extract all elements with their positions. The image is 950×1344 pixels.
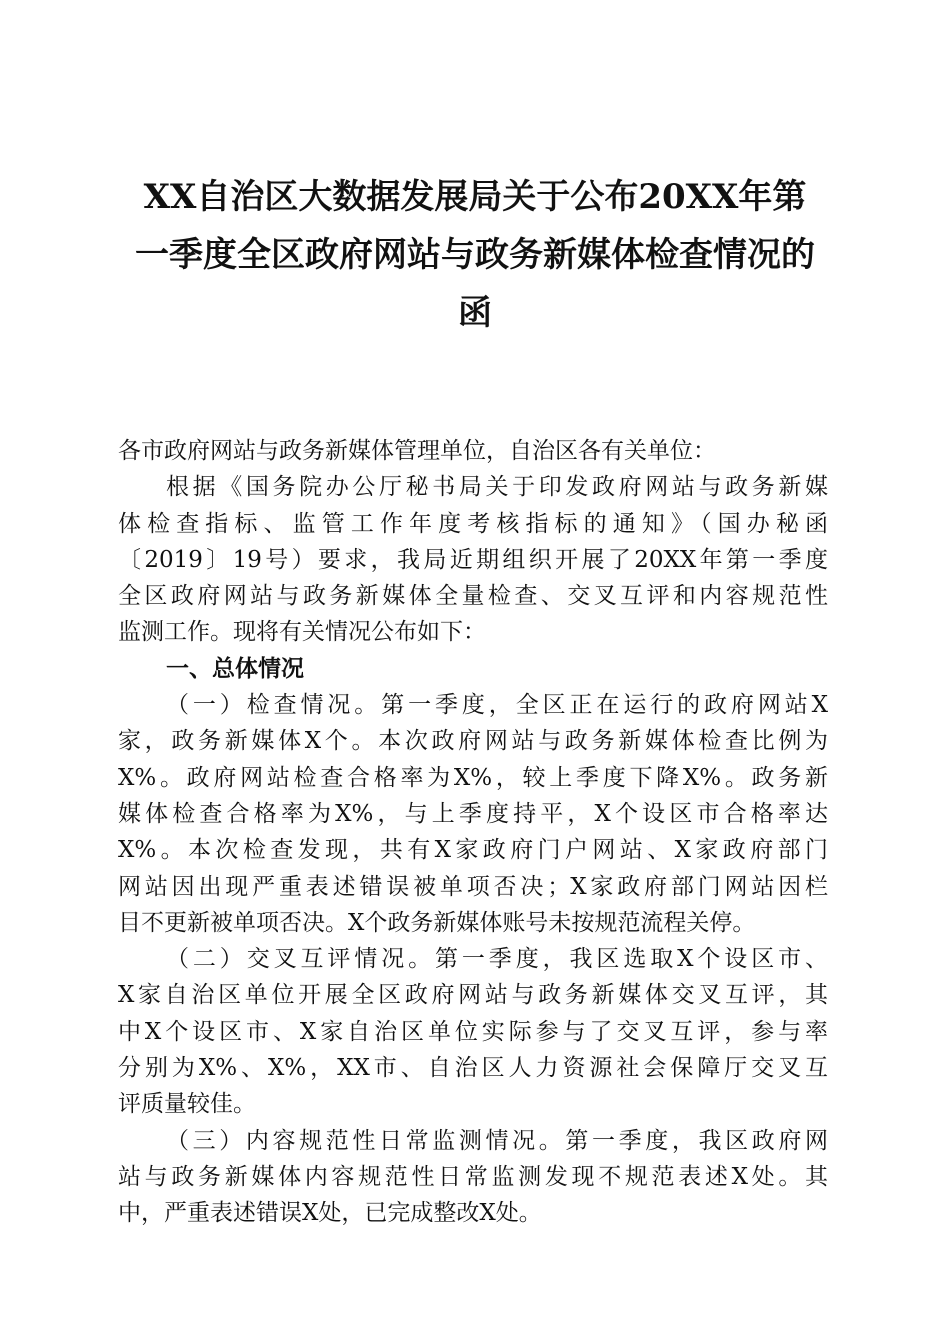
inspection-paragraph <box>118 687 828 941</box>
paragraph-line: 根据《国务院办公厅秘书局关于印发政府网站与政务新媒 <box>166 474 828 501</box>
paragraph-line: X家自治区单位开展全区政府网站与政务新媒体交叉互评，其 <box>118 982 828 1009</box>
paragraph-line: 分别为X%、X%，XX市、自治区人力资源社会保障厅交叉互 <box>118 1055 828 1082</box>
title-line: XX自治区大数据发展局关于公布20XX年第 <box>143 177 807 217</box>
intro-paragraph <box>118 469 828 650</box>
paragraph-line: 中X个设区市、X家自治区单位实际参与了交叉互评，参与率 <box>118 1018 828 1045</box>
document-title <box>100 168 850 342</box>
paragraph-line: （二）交叉互评情况。第一季度，我区选取X个设区市、 <box>166 946 828 973</box>
paragraph-line: 站与政务新媒体内容规范性日常监测发现不规范表述X处。其 <box>118 1163 828 1190</box>
salutation: 各市政府网站与政务新媒体管理单位，自治区各有关单位： <box>118 438 716 464</box>
section-heading: 一、总体情况 <box>166 655 304 682</box>
paragraph-line: X%。本次检查发现，共有X家政府门户网站、X家政府部门 <box>118 837 828 864</box>
paragraph-line: 评质量较佳。 <box>118 1091 256 1118</box>
monitoring-paragraph <box>118 1123 828 1232</box>
paragraph-line: X%。政府网站检查合格率为X%，较上季度下降X%。政务新 <box>118 764 828 791</box>
paragraph-line: （一）检查情况。第一季度，全区正在运行的政府网站X <box>166 692 828 719</box>
paragraph-line: 〔2019〕19号）要求，我局近期组织开展了20XX年第一季度 <box>118 546 828 573</box>
paragraph-line: 家，政务新媒体X个。本次政府网站与政务新媒体检查比例为 <box>118 728 828 755</box>
title-line: 函 <box>458 293 492 333</box>
title-line: 一季度全区政府网站与政务新媒体检查情况的 <box>135 235 815 275</box>
paragraph-line: 监测工作。现将有关情况公布如下： <box>118 619 486 646</box>
paragraph-line: 体检查指标、监管工作年度考核指标的通知》（国办秘函 <box>118 510 828 537</box>
paragraph-line: 目不更新被单项否决。X个政务新媒体账号未按规范流程关停。 <box>118 909 756 936</box>
paragraph-line: 全区政府网站与政务新媒体全量检查、交叉互评和内容规范性 <box>118 583 828 610</box>
cross-review-paragraph <box>118 941 828 1122</box>
paragraph-line: 网站因出现严重表述错误被单项否决；X家政府部门网站因栏 <box>118 873 828 900</box>
paragraph-line: （三）内容规范性日常监测情况。第一季度，我区政府网 <box>166 1127 828 1154</box>
document-body <box>118 433 828 1232</box>
paragraph-line: 媒体检查合格率为X%，与上季度持平，X个设区市合格率达 <box>118 800 828 827</box>
paragraph-line: 中，严重表述错误X处，已完成整改X处。 <box>118 1200 542 1227</box>
